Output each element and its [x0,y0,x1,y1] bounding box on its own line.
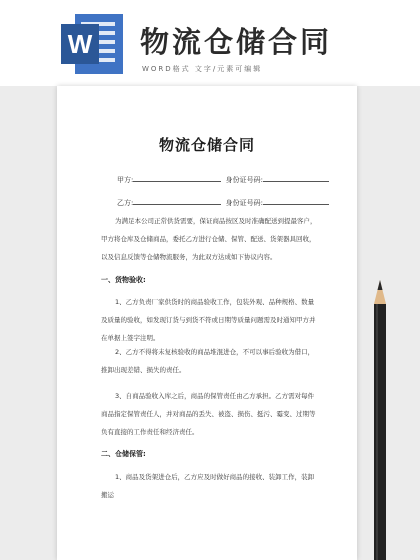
party-a-row [117,174,329,185]
word-doc-icon [61,14,123,74]
party-b-row [117,197,329,208]
party-a-label: 甲方: [117,176,134,184]
word-icon-letter: W [67,29,93,59]
party-a-id-label: 身份证号码: [225,176,263,184]
pencil-icon [360,270,400,560]
clause-1: 1、乙方负责厂家供货时的商品验收工作，包装外观、品种规格、数量及质量的验收，如发现订货与到货不符或日期等质量问题需及时通知甲方并在单据上签字注明。 [101,298,316,342]
banner [0,0,420,86]
intro-paragraph: 为满足本公司正常供货需要，保证商品按区及时准确配送到提最客户，甲方将仓库及仓储商品，委托乙方进行仓储、保管、配送、货架器具回收，以及信息反馈等仓储物流服务，为此双方达成如下协议内容。 [101,217,317,261]
section-1-heading: 一、货物验收: [101,276,146,284]
document-page [57,86,357,560]
party-b-label: 乙方: [117,199,134,207]
section-2-heading: 二、仓储保管: [101,450,146,458]
party-a-name-line [133,174,221,182]
banner-title: 物流仓储合同 [140,25,333,59]
clause-3: 3、自商品验收入库之后，商品的保管责任由乙方承担。乙方需对每件商品指定保管责任人，并对商品的丢失、被盗、损伤、挺污、霉变、过期等负有直接的工作责任和经济责任。 [101,392,316,436]
party-b-name-line [133,197,221,205]
party-b-id-line [263,197,329,205]
party-b-id-label: 身份证号码: [225,199,263,207]
clause-2: 2、乙方不得将未复核验收的商品堆混进仓，不可以事后验收为借口，推卸出现差错、损失的责任。 [101,348,315,374]
clause-4: 1、商品及货架进仓后，乙方应及时做好商品的接收、装卸工作，装卸搬运 [101,473,315,499]
party-a-id-line [263,174,329,182]
banner-subtitle: WORD格式 文字/元素可编辑 [142,65,263,73]
document-title: 物流仓储合同 [158,136,255,154]
